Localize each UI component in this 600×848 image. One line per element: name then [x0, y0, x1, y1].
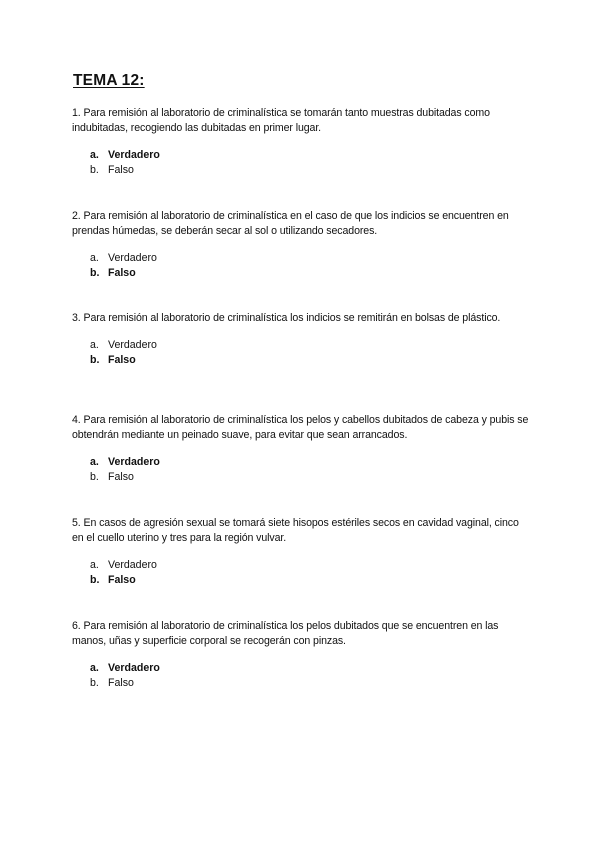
- option-a-correct: [90, 148, 532, 163]
- answer-options: [90, 148, 532, 178]
- option-label: Verdadero: [108, 339, 157, 351]
- question-text: 2. Para remisión al laboratorio de criminalística en el caso de que los indicios se encuentren en prendas húmedas, se deberán secar al sol o utilizando secadores.: [72, 210, 509, 237]
- option-a: [90, 558, 532, 573]
- option-letter: a.: [90, 662, 99, 674]
- option-label: Falso: [108, 164, 134, 176]
- option-letter: a.: [90, 149, 99, 161]
- question-1: [72, 106, 532, 178]
- question-6: [72, 619, 532, 691]
- question-text: 3. Para remisión al laboratorio de criminalística los indicios se remitirán en bolsas de plástico.: [72, 312, 501, 324]
- option-letter: b.: [90, 677, 99, 689]
- answer-options: [90, 558, 532, 588]
- question-5: [72, 516, 532, 588]
- option-letter: b.: [90, 471, 99, 483]
- option-b-correct: [90, 266, 532, 281]
- option-label: Falso: [108, 471, 134, 483]
- answer-options: [90, 455, 532, 485]
- option-label: Falso: [108, 267, 136, 279]
- answer-options: [90, 338, 532, 368]
- option-letter: b.: [90, 574, 100, 586]
- question-4: [72, 413, 532, 485]
- option-letter: a.: [90, 252, 99, 264]
- option-label: Verdadero: [108, 662, 160, 674]
- question-text: 4. Para remisión al laboratorio de criminalística los pelos y cabellos dubitados de cabeza y pubis se obtendrán mediante un peinado suave, para evitar que sean arrancados.: [72, 414, 529, 441]
- option-letter: a.: [90, 339, 99, 351]
- option-label: Verdadero: [108, 559, 157, 571]
- option-b: [90, 470, 532, 485]
- option-label: Verdadero: [108, 456, 160, 468]
- option-b-correct: [90, 353, 532, 368]
- option-b: [90, 163, 532, 178]
- question-text: 5. En casos de agresión sexual se tomará siete hisopos estériles secos en cavidad vaginal, cinco en el cuello uterino y tres para la región vulvar.: [72, 517, 519, 544]
- option-a-correct: [90, 455, 532, 470]
- option-b: [90, 676, 532, 691]
- option-label: Falso: [108, 354, 136, 366]
- answer-options: [90, 661, 532, 691]
- option-b-correct: [90, 573, 532, 588]
- option-label: Falso: [108, 574, 136, 586]
- question-2: [72, 209, 532, 281]
- option-a: [90, 338, 532, 353]
- option-letter: b.: [90, 354, 100, 366]
- question-text: 1. Para remisión al laboratorio de criminalística se tomarán tanto muestras dubitadas como indubitadas, recogiendo las dubitadas en primer lugar.: [72, 107, 490, 134]
- option-letter: a.: [90, 456, 99, 468]
- option-letter: b.: [90, 267, 100, 279]
- option-label: Verdadero: [108, 252, 157, 264]
- question-3: [72, 311, 532, 368]
- answer-options: [90, 251, 532, 281]
- option-letter: b.: [90, 164, 99, 176]
- option-label: Verdadero: [108, 149, 160, 161]
- option-a-correct: [90, 661, 532, 676]
- question-text: 6. Para remisión al laboratorio de criminalística los pelos dubitados que se encuentren en las manos, uñas y superficie corporal se recogerán con pinzas.: [72, 620, 499, 647]
- page-title: TEMA 12:: [73, 72, 145, 89]
- option-label: Falso: [108, 677, 134, 689]
- option-letter: a.: [90, 559, 99, 571]
- option-a: [90, 251, 532, 266]
